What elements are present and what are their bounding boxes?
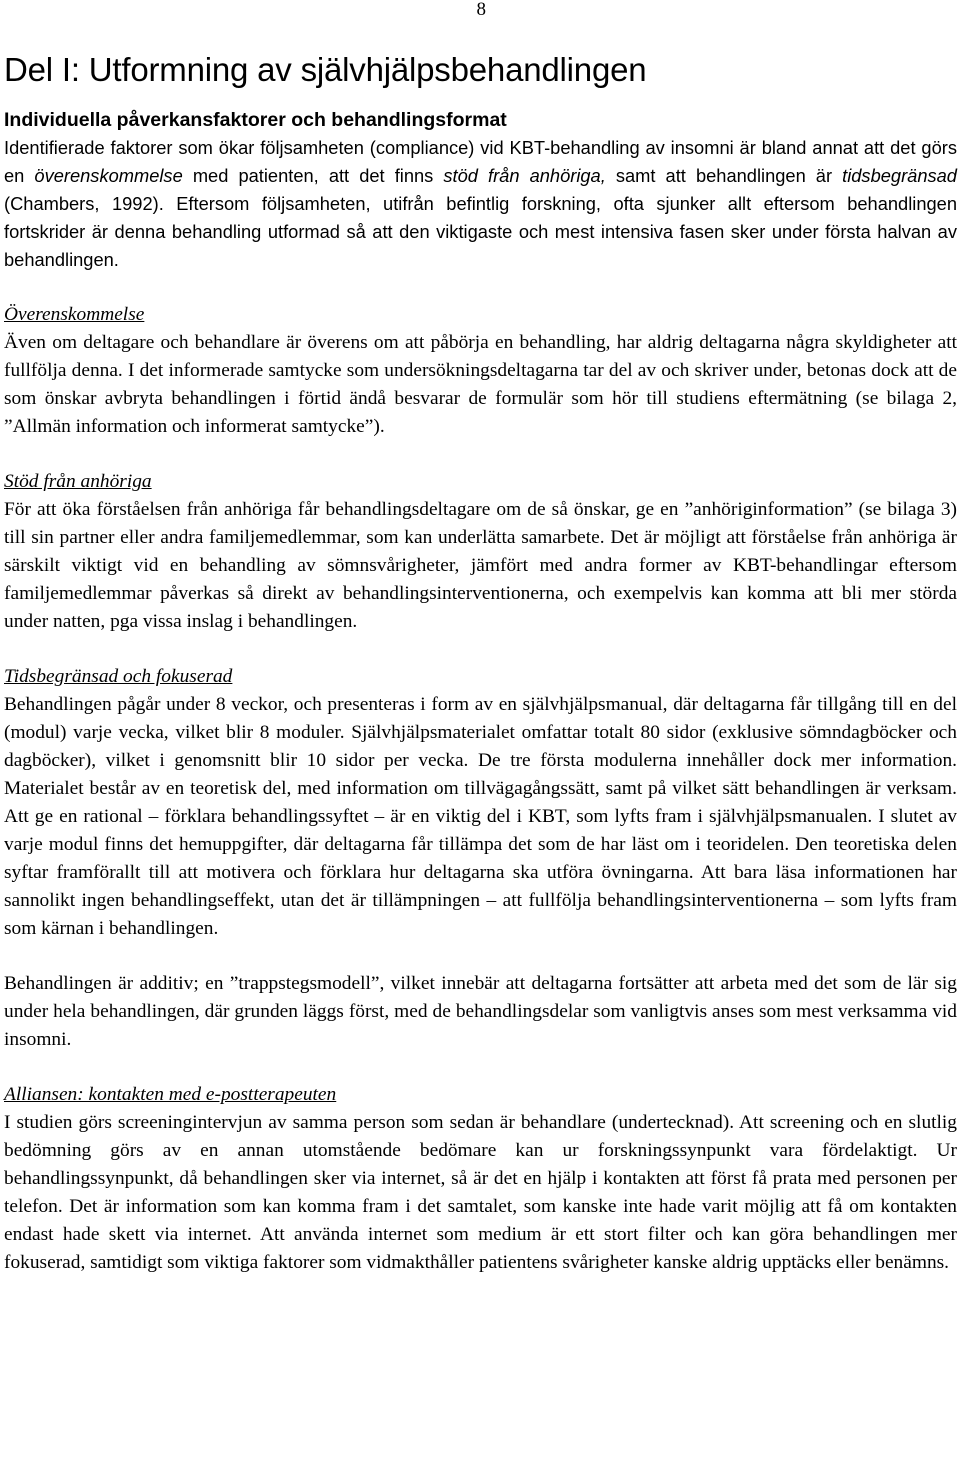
section-subtitle: Individuella påverkansfaktorer och behandlingsformat <box>4 109 507 131</box>
heading-tidsbegransad: Tidsbegränsad och fokuserad <box>4 666 233 687</box>
intro-emphasis-3: tidsbegränsad <box>842 165 957 186</box>
intro-emphasis-1: överenskommelse <box>34 165 183 186</box>
intro-text-1: Identifierade faktorer som ökar följsamheten (compliance) vid KBT-behandling av insomni är bland annat att det görs en <box>4 137 957 186</box>
page-number: 8 <box>476 0 486 20</box>
intro-emphasis-2: stöd från anhöriga, <box>443 165 606 186</box>
paragraph-overenskommelse: Även om deltagare och behandlare är överens om att påbörja en behandling, har aldrig deltagarna några skyldigheter att fullfölja denna. I det informerade samtycke som undersökningsdeltagarna tar del av och skriver under, betonas dock att de som önskar avbryta behandlingen i förtid ändå besvarar de formulär som hör till studiens eftermätning (se bilaga 2, ”Allmän information och informerat samtycke”). <box>4 332 957 437</box>
paragraph-tidsbegransad: Behandlingen pågår under 8 veckor, och presenteras i form av en självhjälpsmanual, där deltagarna får tillgång till en del (modul) varje vecka, vilket blir 8 moduler. Självhjälpsmaterialet omfattar totalt 80 sidor (exklusive sömndagböcker och dagböcker), vilket i genomsnitt blir 10 sidor per vecka. De tre första modulerna innehåller dock mer information. Materialet består av en teoretisk del, med information om tillvägagångssätt, samt på vilket sätt behandlingen är verksam. Att ge en rational – förklara behandlingssyftet – är en viktig del i KBT, som lyfts fram i självhjälpsmanualen. I slutet av varje modul finns det hemuppgifter, där deltagarna får tillämpa det som de har läst om i teoridelen. Den teoretiska delen syftar framförallt till att motivera och förklara hur deltagarna ska utföra övningarna. Att bara läsa informationen har sannolikt ingen behandlingseffekt, utan det är tillämpningen – att fullfölja behandlingsinterventionerna – som lyfts fram som kärnan i behandlingen. <box>4 694 957 939</box>
intro-text-4: (Chambers, 1992). Eftersom följsamheten, utifrån befintlig forskning, ofta sjunker allt eftersom behandlingen fortskrider är denna behandling utformad så att den viktigaste och mest intensiva fasen sker under första halvan av behandlingen. <box>4 193 957 270</box>
paragraph-trappstegsmodell: Behandlingen är additiv; en ”trappstegsmodell”, vilket innebär att deltagarna fortsätter att arbeta med det som de lär sig under hela behandlingen, där grunden läggs först, med de behandlingsdelar som vanligtvis anses som mest verksamma vid insomni. <box>4 973 957 1050</box>
page-title: Del I: Utformning av självhjälpsbehandlingen <box>4 51 647 88</box>
document-body <box>4 46 957 1277</box>
heading-overenskommelse: Överenskommelse <box>4 304 145 325</box>
intro-paragraph <box>4 134 957 274</box>
paragraph-stod-fran-anhoriga: För att öka förståelsen från anhöriga får behandlingsdeltagare om de så önskar, ge en ”anhöriginformation” (se bilaga 3) till sin partner eller andra familjemedlemmar, som kan underlätta samarbete. Det är möjligt att förståelse från anhöriga är särskilt viktigt vid en behandling av sömnsvårigheter, jämfört med andra former av KBT-behandlingar eftersom familjemedlemmar påverkas så direkt av behandlingsinterventionerna, och exempelvis kan komma att bli mer störda under natten, pga vissa inslag i behandlingen. <box>4 499 957 632</box>
heading-alliansen: Alliansen: kontakten med e-postterapeuten <box>4 1084 337 1105</box>
heading-stod-fran-anhoriga: Stöd från anhöriga <box>4 471 152 492</box>
intro-text-3: samt att behandlingen är <box>605 165 843 186</box>
intro-text-2: med patienten, att det finns <box>182 165 444 186</box>
paragraph-alliansen: I studien görs screeningintervjun av samma person som sedan är behandlare (undertecknad). Att screening och en slutlig bedömning görs av en annan utomstående bedömare kan ur forskningssynpunkt vara fördelaktigt. Ur behandlingssynpunkt, då behandlingen sker via internet, så är det en hjälp i kontakten att först få prata med personen per telefon. Det är information som kan komma fram i det samtalet, som kanske inte hade varit möjlig att få om kontakten endast hade skett via internet. Att använda internet som medium är ett stort filter och kan göra behandlingen mer fokuserad, samtidigt som viktiga faktorer som vidmakthåller patientens svårigheter kanske aldrig upptäcks eller benämns. <box>4 1112 957 1273</box>
